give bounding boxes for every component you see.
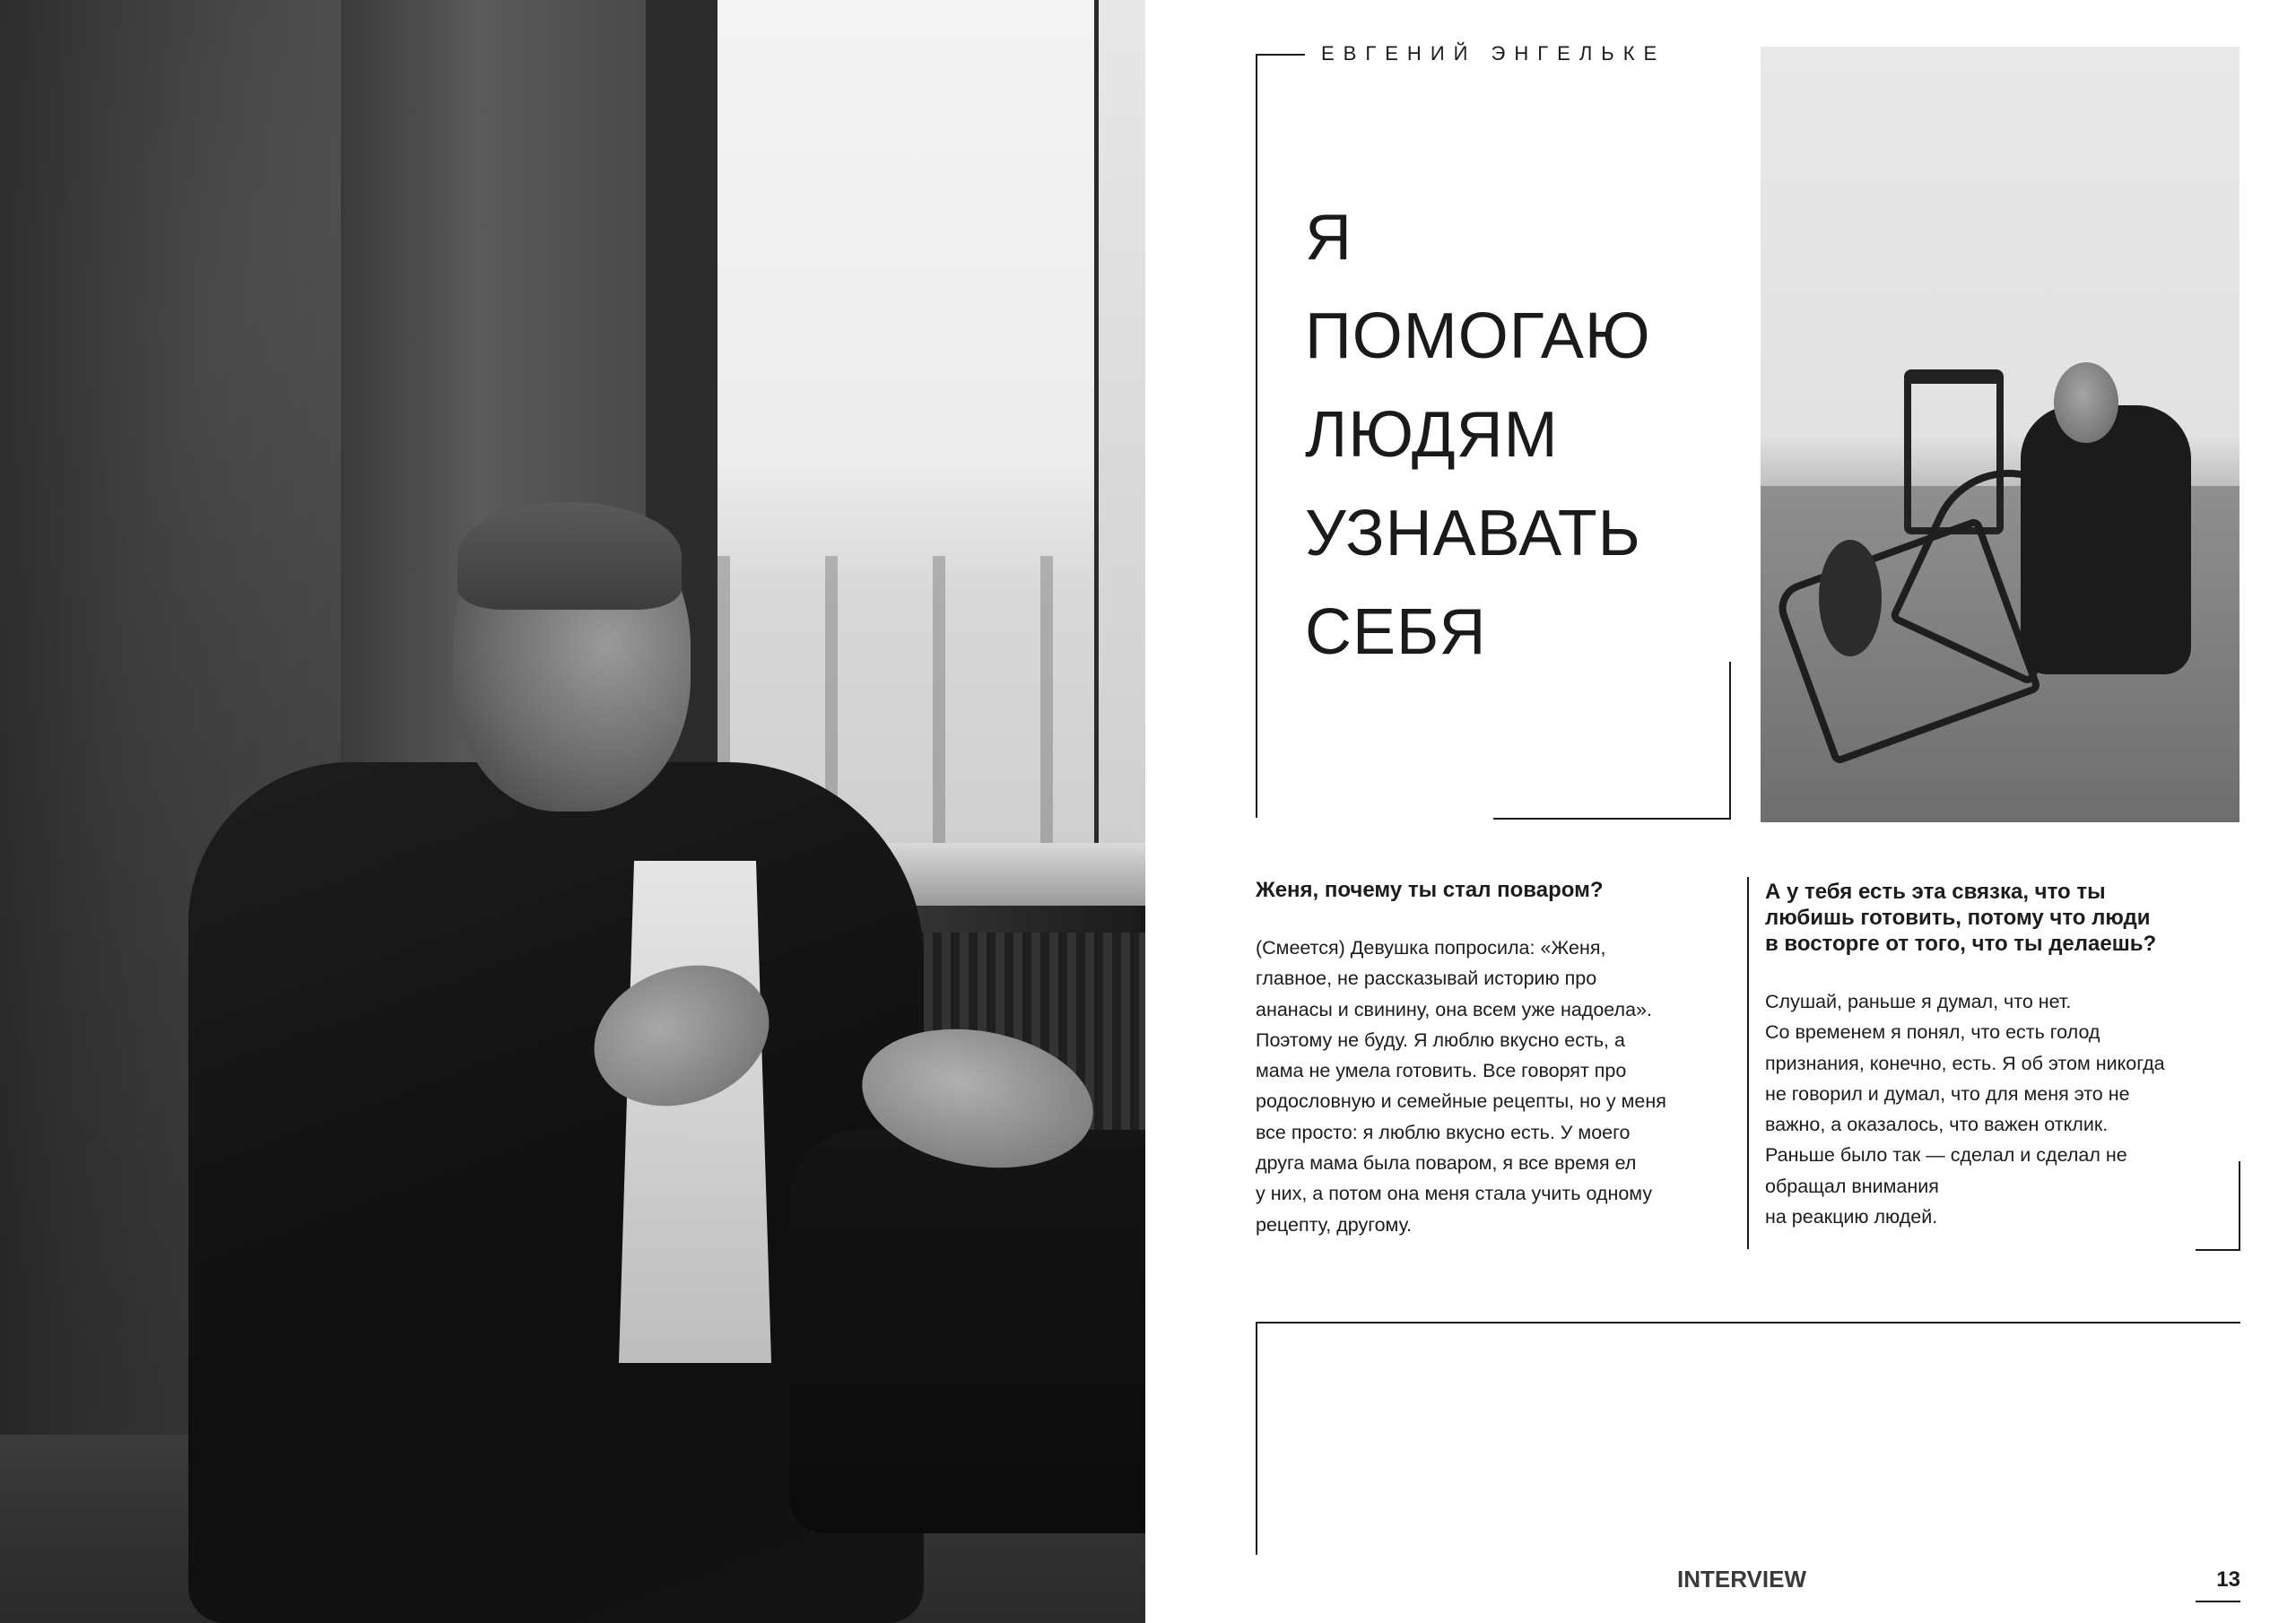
column-rule bbox=[1747, 877, 1749, 1249]
heading-frame-line bbox=[1493, 818, 1731, 820]
column-rule bbox=[2196, 1249, 2240, 1251]
chair-seat bbox=[1819, 540, 1882, 656]
headline-line: Я bbox=[1305, 202, 1352, 273]
question-line: в восторге от того, что ты делаешь? bbox=[1765, 932, 2157, 956]
headline bbox=[1305, 188, 1700, 681]
answer-line: у них, а потом она меня стала учить одному bbox=[1256, 1183, 1653, 1205]
answer-line: Раньше было так — сделал и сделал не bbox=[1765, 1144, 2127, 1167]
answer-line: признания, конечно, есть. Я об этом никогда bbox=[1765, 1052, 2165, 1074]
answer-line: важно, а оказалось, что важен отклик. bbox=[1765, 1114, 2109, 1136]
headline-line: ПОМОГАЮ bbox=[1305, 300, 1651, 372]
heading-frame-line bbox=[1256, 54, 1305, 56]
answer-line: родословную и семейные рецепты, но у меня bbox=[1256, 1090, 1666, 1113]
answer-line: (Смеется) Девушка попросила: «Женя, bbox=[1256, 937, 1606, 959]
question-line: А у тебя есть эта связка, что ты bbox=[1765, 880, 2106, 904]
answer-line: не говорил и думал, что для меня это не bbox=[1765, 1082, 2130, 1105]
portrait-photo bbox=[0, 0, 1145, 1623]
answer-line: рецепту, другому. bbox=[1256, 1213, 1413, 1236]
answer-1 bbox=[1256, 933, 1726, 1240]
answer-2 bbox=[1765, 986, 2236, 1232]
block-frame-line bbox=[1256, 1322, 2240, 1324]
section-label: INTERVIEW bbox=[1677, 1566, 1806, 1593]
answer-line: обращал внимания bbox=[1765, 1175, 1939, 1197]
answer-line: Слушай, раньше я думал, что нет. bbox=[1765, 991, 2072, 1012]
person-hair bbox=[457, 502, 682, 610]
answer-line: мама не умела готовить. Все говорят про bbox=[1256, 1060, 1627, 1082]
answer-line: на реакцию людей. bbox=[1765, 1206, 1938, 1228]
question-2 bbox=[1765, 879, 2231, 957]
person bbox=[2021, 405, 2191, 674]
headline-line: СЕБЯ bbox=[1305, 596, 1487, 668]
answer-line: главное, не рассказывай историю про bbox=[1256, 968, 1597, 990]
author-name: ЕВГЕНИЙ ЭНГЕЛЬКЕ bbox=[1321, 42, 1666, 65]
seated-photo bbox=[1761, 47, 2239, 822]
headline-line: УЗНАВАТЬ bbox=[1305, 498, 1641, 569]
question-1: Женя, почему ты стал поваром? bbox=[1256, 878, 1604, 902]
heading-frame-line bbox=[1256, 54, 1257, 818]
block-frame-line bbox=[1256, 1322, 1257, 1555]
column-rule bbox=[2239, 1161, 2240, 1251]
person-head bbox=[2054, 362, 2118, 443]
headline-line: ЛЮДЯМ bbox=[1305, 399, 1559, 471]
answer-line: ананасы и свинину, она всем уже надоела». bbox=[1256, 998, 1652, 1020]
answer-line: Со временем я понял, что есть голод bbox=[1765, 1021, 2100, 1044]
answer-line: друга мама была поваром, я все время ел bbox=[1256, 1152, 1637, 1175]
person-shirt bbox=[619, 861, 771, 1363]
window-open-sash bbox=[1099, 0, 1145, 843]
answer-line: Поэтому не буду. Я люблю вкусно есть, а bbox=[1256, 1028, 1625, 1051]
page-number: 13 bbox=[2216, 1567, 2240, 1592]
answer-line: все просто: я люблю вкусно есть. У моего bbox=[1256, 1121, 1631, 1143]
heading-frame-line bbox=[1729, 662, 1731, 820]
page-number-rule bbox=[2196, 1601, 2240, 1602]
question-line: любишь готовить, потому что люди bbox=[1765, 906, 2151, 930]
person-legs bbox=[789, 1130, 1145, 1533]
